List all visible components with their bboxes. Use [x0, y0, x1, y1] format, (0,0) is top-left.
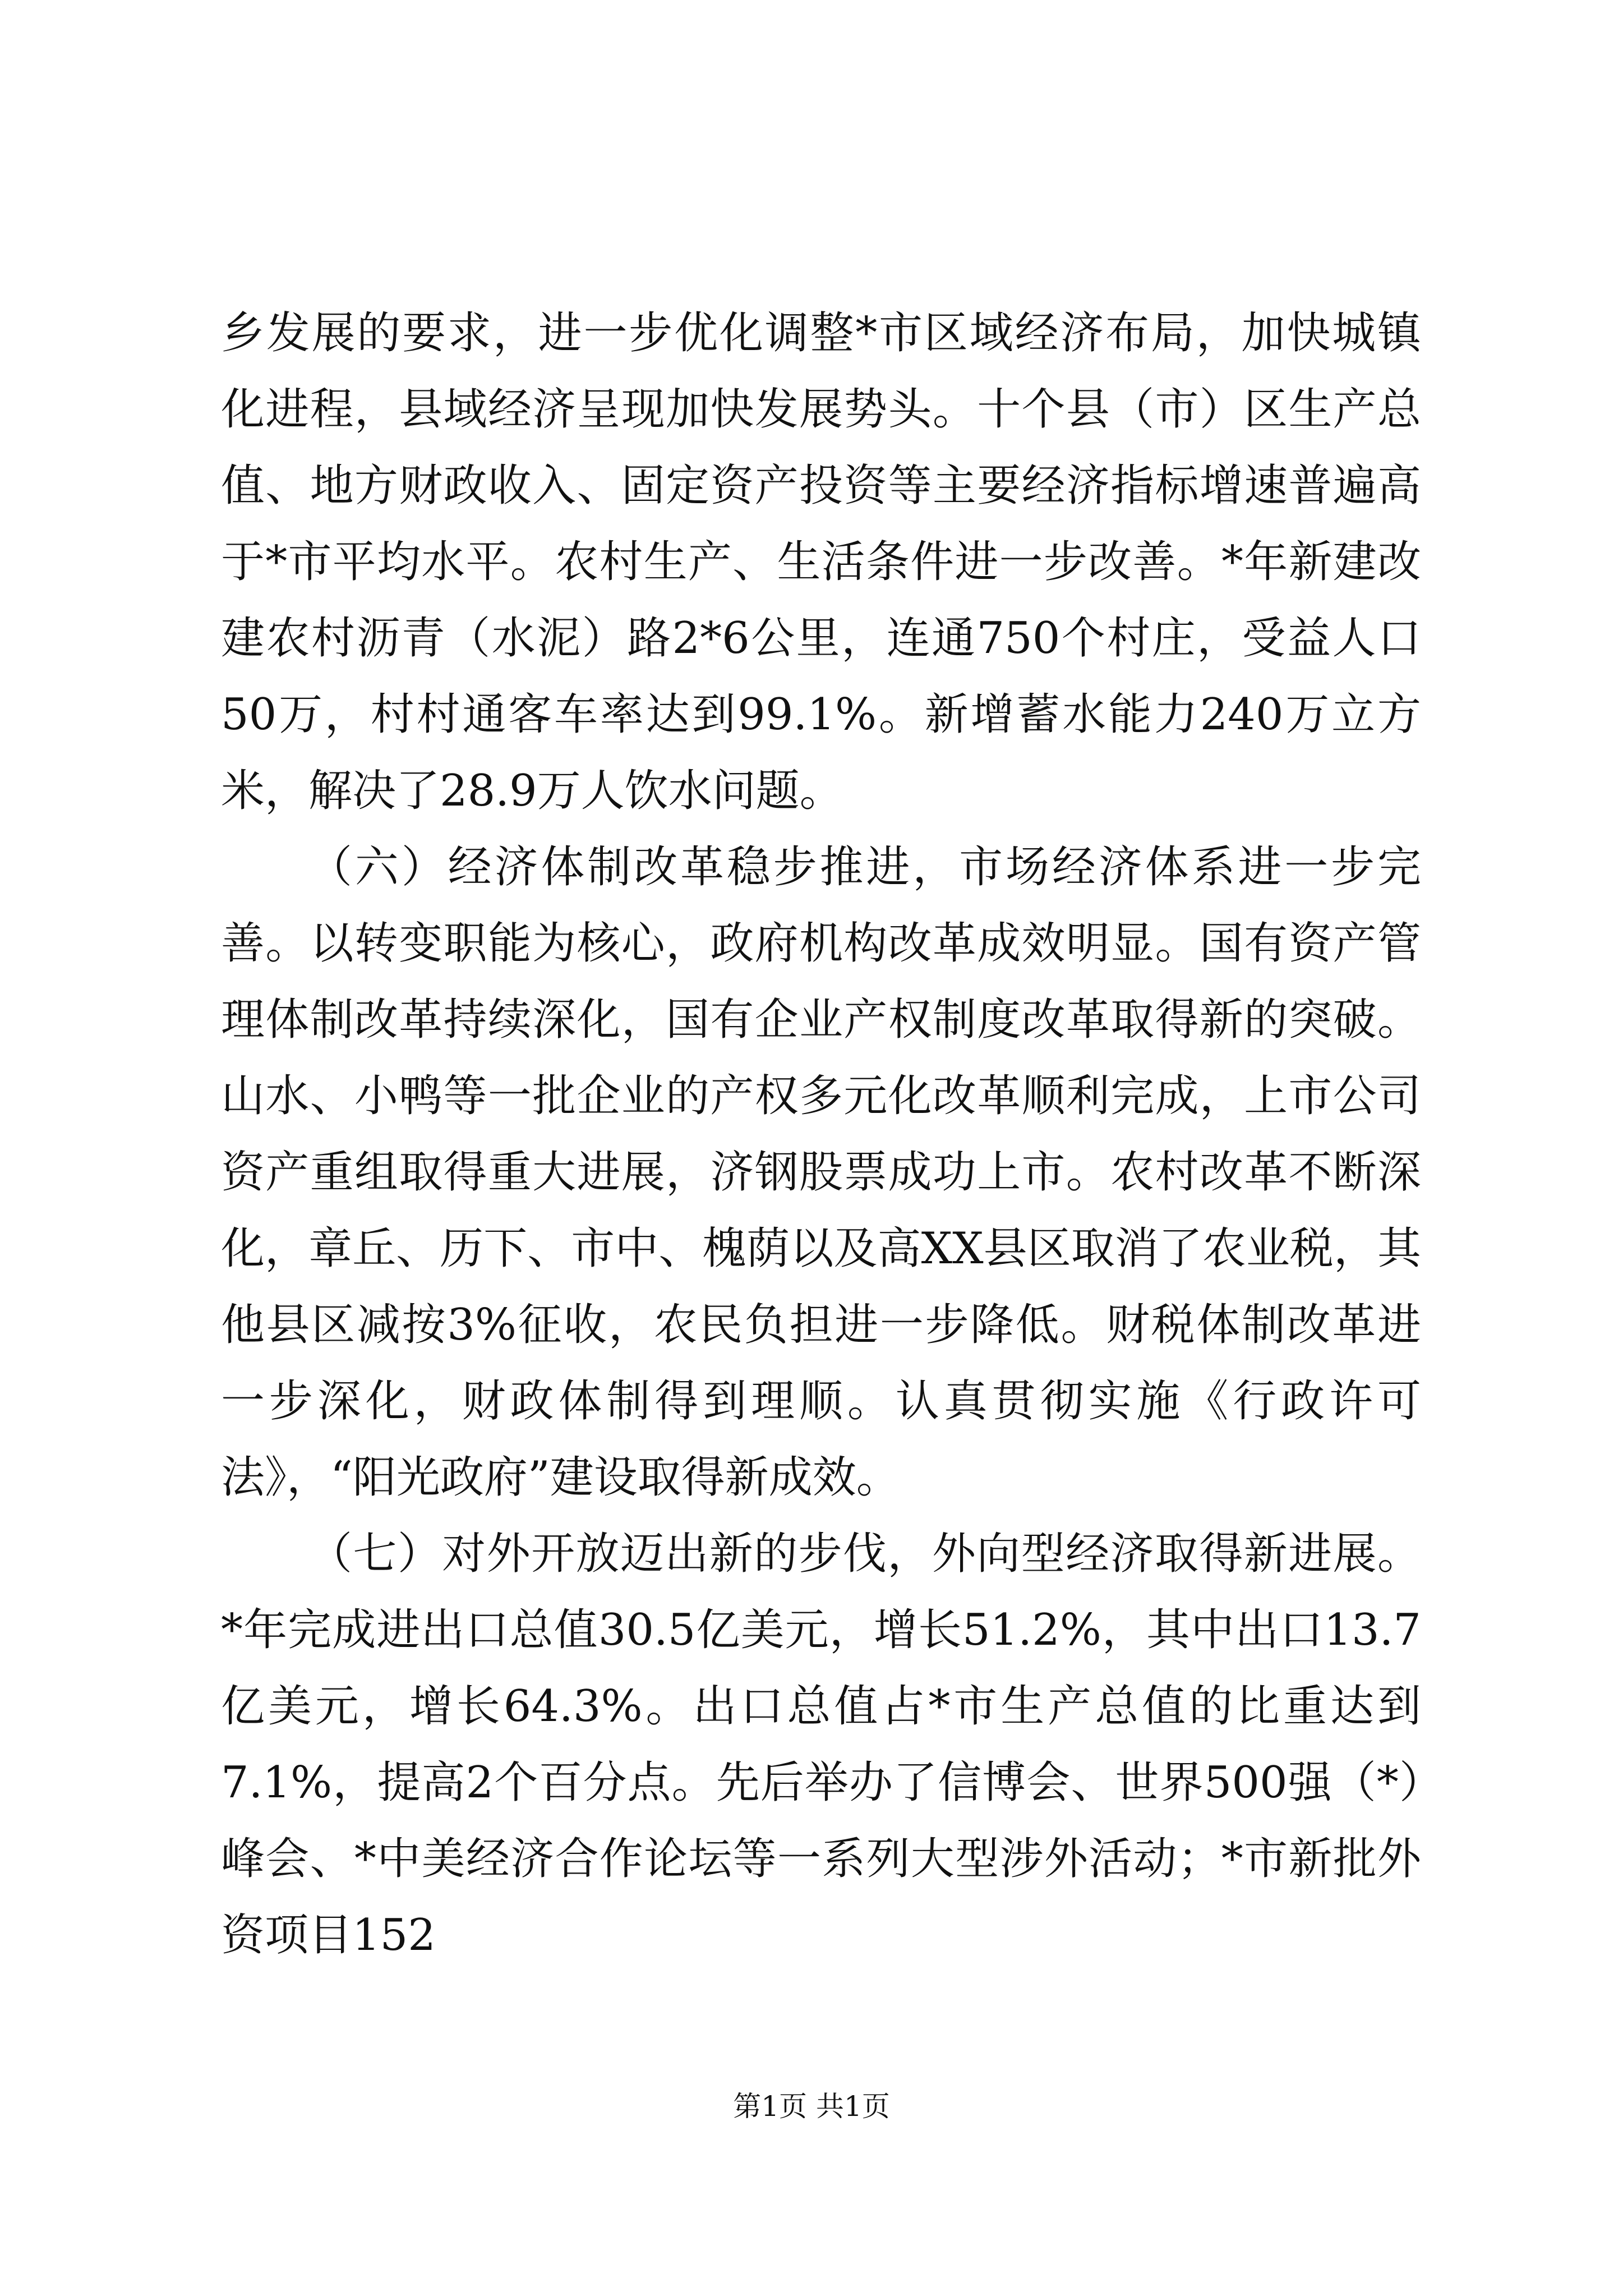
paragraph-continuation: 乡发展的要求，进一步优化调整*市区域经济布局，加快城镇化进程，县域经济呈现加快发展势头。十个县（市）区生产总值、地方财政收入、固定资产投资等主要经济指标增速普遍高于*市平均水平。农村生产、生活条件进一步改善。*年新建改建农村沥青（水泥）路2*6公里，连通750个村庄，受益人口50万，村村通客车率达到99.1%。新增蓄水能力240万立方米，解决了28.9万人饮水问题。	[221, 308, 1421, 816]
paragraph-section-six: （六）经济体制改革稳步推进，市场经济体系进一步完善。以转变职能为核心，政府机构改革成效明显。国有资产管理体制改革持续深化，国有企业产权制度改革取得新的突破。山水、小鸭等一批企业的产权多元化改革顺利完成，上市公司资产重组取得重大进展，济钢股票成功上市。农村改革不断深化，章丘、历下、市中、槐荫以及高XX县区取消了农业税，其他县区减按3%征收，农民负担进一步降低。财税体制改革进一步深化，财政体制得到理顺。认真贯彻实施《行政许可法》，“阳光政府”建设取得新成效。	[221, 842, 1421, 1503]
page-footer	[0, 2087, 1623, 2126]
paragraph-section-seven: （七）对外开放迈出新的步伐，外向型经济取得新进展。*年完成进出口总值30.5亿美元，增长51.2%，其中出口13.7亿美元，增长64.3%。出口总值占*市生产总值的比重达到7.1%，提高2个百分点。先后举办了信博会、世界500强（*）峰会、*中美经济合作论坛等一系列大型涉外活动；*市新批外资项目152	[221, 1529, 1421, 1961]
page-number-label: 第1页 共1页	[733, 2090, 890, 2123]
document-body	[221, 295, 1421, 1973]
